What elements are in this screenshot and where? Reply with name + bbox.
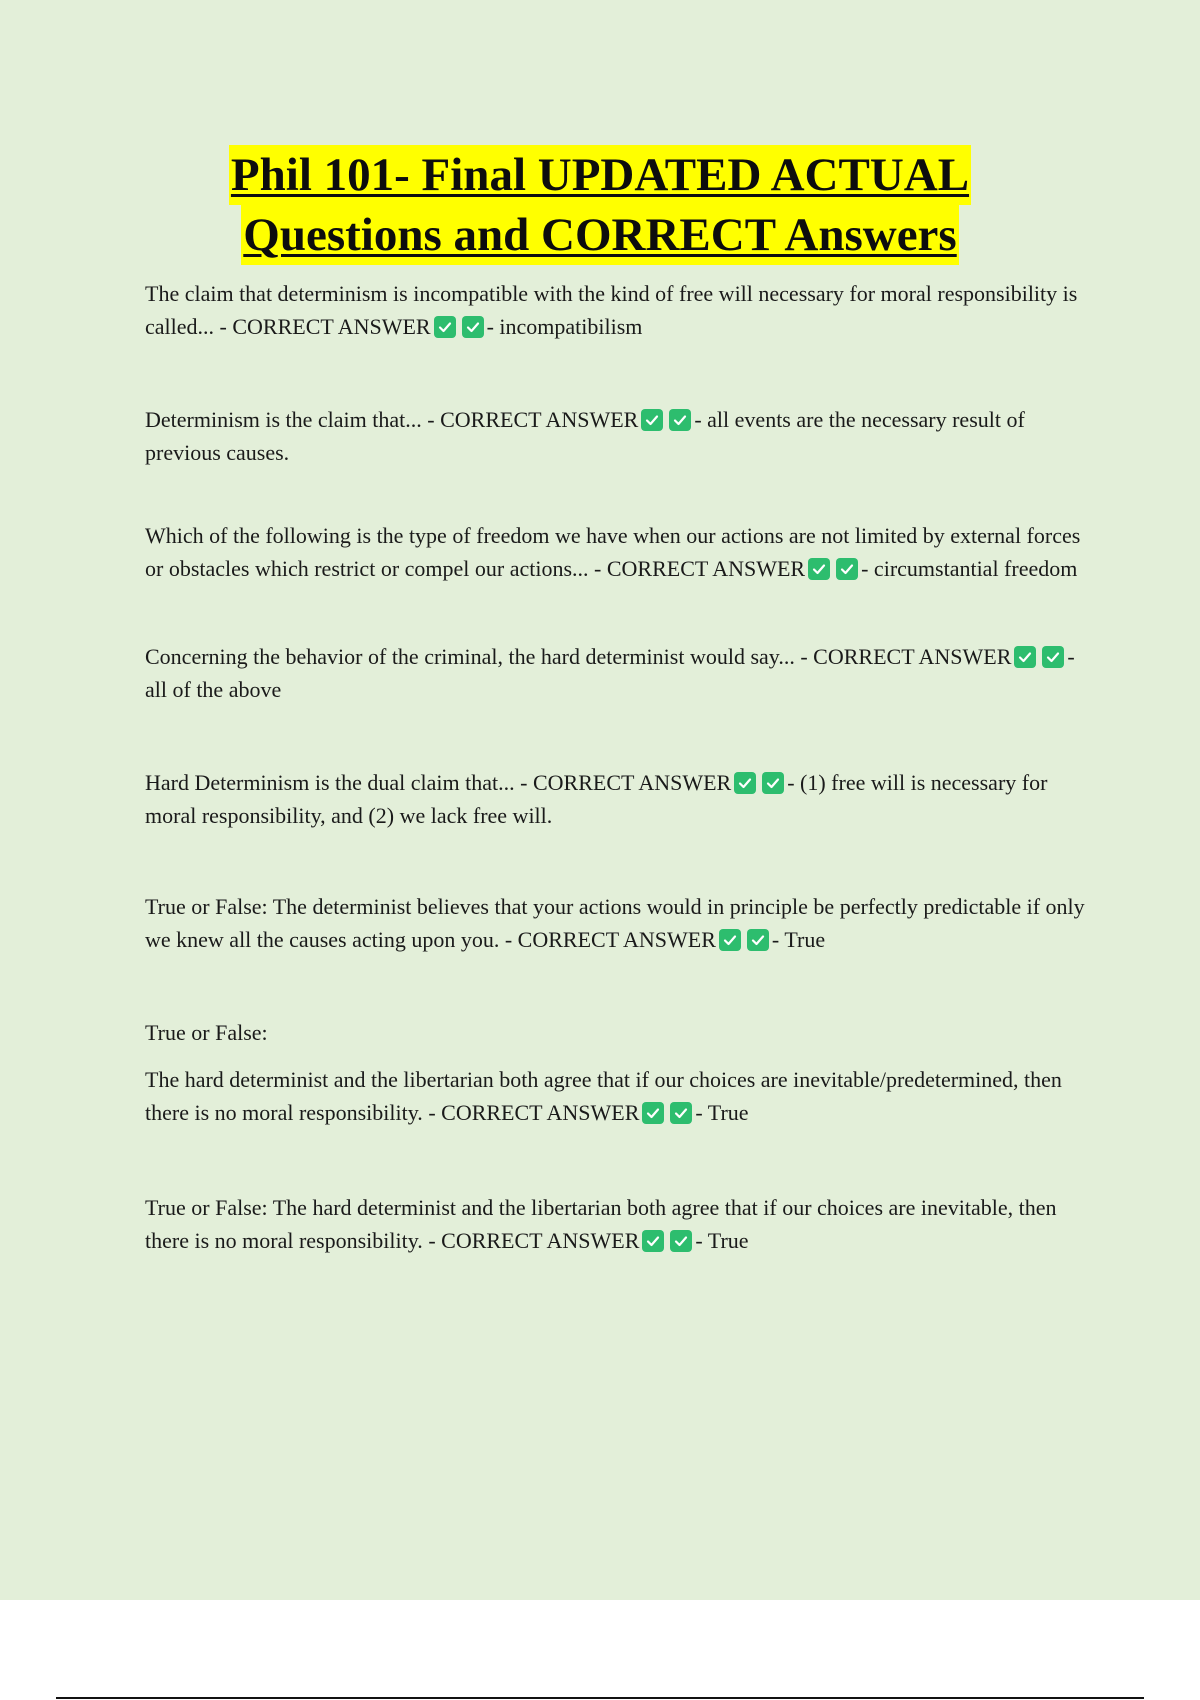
answer-text: - circumstantial freedom — [861, 556, 1078, 581]
qa-prefix: True or False: — [145, 1020, 268, 1045]
question-text: Which of the following is the type of freedom we have when our actions are not limited by external forces or obstacles which restrict or compel our actions... — [145, 523, 1081, 581]
answer-text: - all events are the necessary result of previous causes. — [145, 407, 1025, 465]
check-mark-icon — [670, 1102, 692, 1124]
qa-item — [145, 890, 1095, 956]
check-mark-icon — [762, 772, 784, 794]
qa-item — [145, 519, 1095, 585]
document-title — [0, 145, 1200, 265]
question-text: The claim that determinism is incompatible with the kind of free will necessary for moral responsibility is called... — [145, 281, 1078, 339]
check-mark-icon — [747, 929, 769, 951]
question-text: Determinism is the claim that... — [145, 407, 422, 432]
qa-item — [145, 1191, 1095, 1257]
correct-answer-marker: - CORRECT ANSWER — [499, 927, 716, 952]
qa-item — [145, 403, 1095, 469]
answer-text: - True — [771, 927, 826, 952]
question-text: Concerning the behavior of the criminal, the hard determinist would say... — [145, 644, 795, 669]
title-line-1: Phil 101- Final UPDATED ACTUAL — [229, 145, 971, 205]
answer-text: - True — [695, 1228, 749, 1253]
check-mark-icon — [1042, 646, 1064, 668]
correct-answer-marker: - CORRECT ANSWER — [214, 314, 431, 339]
correct-answer-marker: - CORRECT ANSWER — [794, 644, 1012, 669]
footer-rule — [56, 1697, 1144, 1699]
check-mark-icon — [434, 316, 456, 338]
check-mark-icon — [719, 929, 741, 951]
answer-text: - incompatibilism — [486, 314, 643, 339]
check-mark-icon — [1014, 646, 1036, 668]
check-mark-icon — [641, 409, 663, 431]
check-mark-icon — [808, 558, 830, 580]
answer-text: - (1) free will is necessary for moral responsibility, and (2) we lack free will. — [145, 770, 1048, 828]
qa-item — [145, 1063, 1095, 1129]
check-mark-icon — [836, 558, 858, 580]
answer-text: - all of the above — [145, 644, 1075, 702]
qa-list — [145, 277, 1095, 1257]
qa-item — [145, 640, 1095, 706]
check-mark-icon — [462, 316, 484, 338]
qa-item — [145, 766, 1095, 832]
question-text: Hard Determinism is the dual claim that... — [145, 770, 515, 795]
correct-answer-marker: - CORRECT ANSWER — [422, 1228, 640, 1253]
question-text: True or False: The determinist believes that your actions would in principle be perfectly predictable if only we knew all the causes acting upon you. — [145, 894, 1085, 952]
check-mark-icon — [642, 1102, 664, 1124]
correct-answer-marker: - CORRECT ANSWER — [422, 1100, 640, 1125]
qa-item — [145, 277, 1095, 343]
check-mark-icon — [670, 1230, 692, 1252]
answer-text: - True — [695, 1100, 749, 1125]
correct-answer-marker: - CORRECT ANSWER — [421, 407, 639, 432]
question-text: The hard determinist and the libertarian both agree that if our choices are inevitable/predetermined, then there is no moral responsibility. — [145, 1067, 1062, 1125]
question-text: True or False: The hard determinist and the libertarian both agree that if our choices are inevitable, then there is no moral responsibility. — [145, 1195, 1057, 1253]
check-mark-icon — [669, 409, 691, 431]
check-mark-icon — [734, 772, 756, 794]
title-line-2: Questions and CORRECT Answers — [241, 205, 958, 265]
correct-answer-marker: - CORRECT ANSWER — [514, 770, 732, 795]
check-mark-icon — [642, 1230, 664, 1252]
correct-answer-marker: - CORRECT ANSWER — [588, 556, 806, 581]
